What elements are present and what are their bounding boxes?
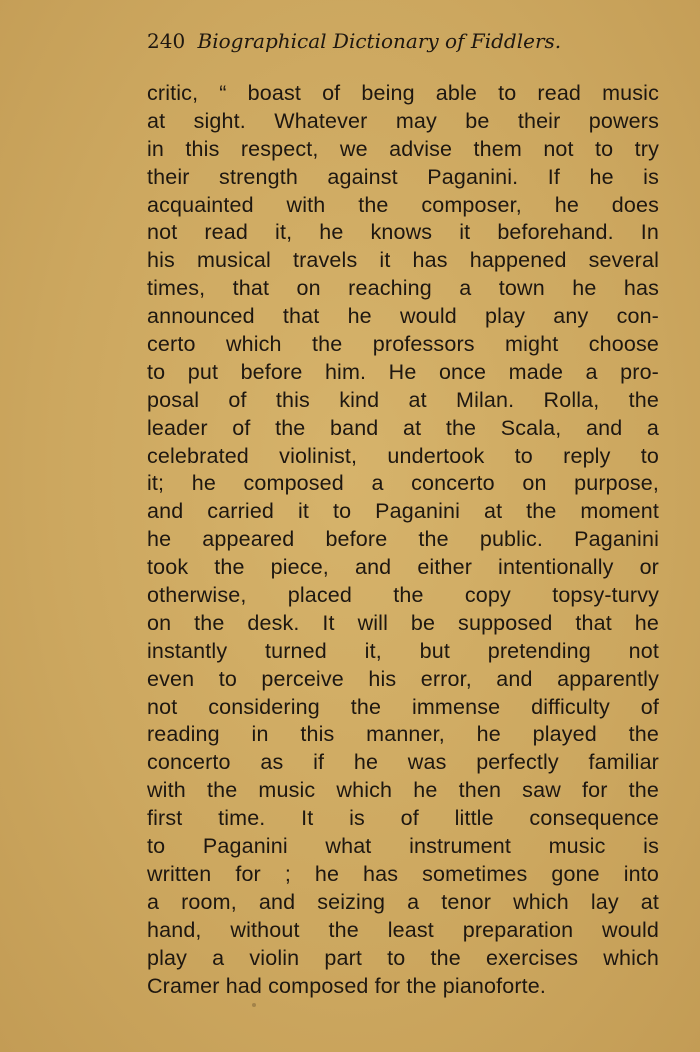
text-line: took the piece, and either intentionally or (147, 555, 659, 580)
text-line: announced that he would play any con- (147, 304, 659, 329)
text-line: play a violin part to the exercises which (147, 945, 659, 970)
text-line: it; he composed a concerto on purpose, (147, 471, 659, 496)
text-line: times, that on reaching a town he has (147, 276, 659, 301)
text-line: he appeared before the public. Paganini (147, 527, 659, 552)
text-line: not read it, he knows it beforehand. In (147, 220, 659, 245)
text-line: certo which the professors might choose (147, 332, 659, 357)
text-line: otherwise, placed the copy topsy-turvy (147, 583, 659, 608)
text-line: even to perceive his error, and apparently (147, 666, 659, 691)
text-line: reading in this manner, he played the (147, 722, 659, 747)
text-line: to put before him. He once made a pro- (147, 359, 659, 384)
paper-speck (252, 1003, 256, 1007)
running-title: Biographical Dictionary of Fiddlers. (197, 29, 562, 53)
text-line: written for ; he has sometimes gone into (147, 861, 659, 886)
text-line: and carried it to Paganini at the moment (147, 499, 659, 524)
text-line: a room, and seizing a tenor which lay at (147, 889, 659, 914)
text-line: critic, “ boast of being able to read music (147, 81, 659, 105)
text-line: in this respect, we advise them not to try (147, 136, 659, 161)
text-line: concerto as if he was perfectly familiar (147, 750, 659, 775)
text-line: Cramer had composed for the pianoforte. (147, 973, 547, 998)
text-line: at sight. Whatever may be their powers (147, 108, 659, 133)
text-line: not considering the immense difficulty of (147, 694, 659, 719)
text-line: his musical travels it has happened several (147, 248, 659, 273)
page-number: 240 (147, 29, 186, 53)
text-line: with the music which he then saw for the (147, 778, 659, 803)
text-line: hand, without the least preparation would (147, 917, 659, 942)
text-line: instantly turned it, but pretending not (147, 638, 659, 663)
text-line: first time. It is of little consequence (147, 806, 659, 831)
text-line: on the desk. It will be supposed that he (147, 610, 659, 635)
text-line: celebrated violinist, undertook to reply to (147, 443, 659, 468)
text-line: posal of this kind at Milan. Rolla, the (147, 387, 659, 412)
text-line: acquainted with the composer, he does (147, 192, 659, 217)
body-text (147, 80, 659, 1000)
text-line: to Paganini what instrument music is (147, 834, 659, 859)
text-line: their strength against Paganini. If he is (147, 164, 659, 189)
running-header (147, 26, 607, 56)
text-line: leader of the band at the Scala, and a (147, 415, 659, 440)
